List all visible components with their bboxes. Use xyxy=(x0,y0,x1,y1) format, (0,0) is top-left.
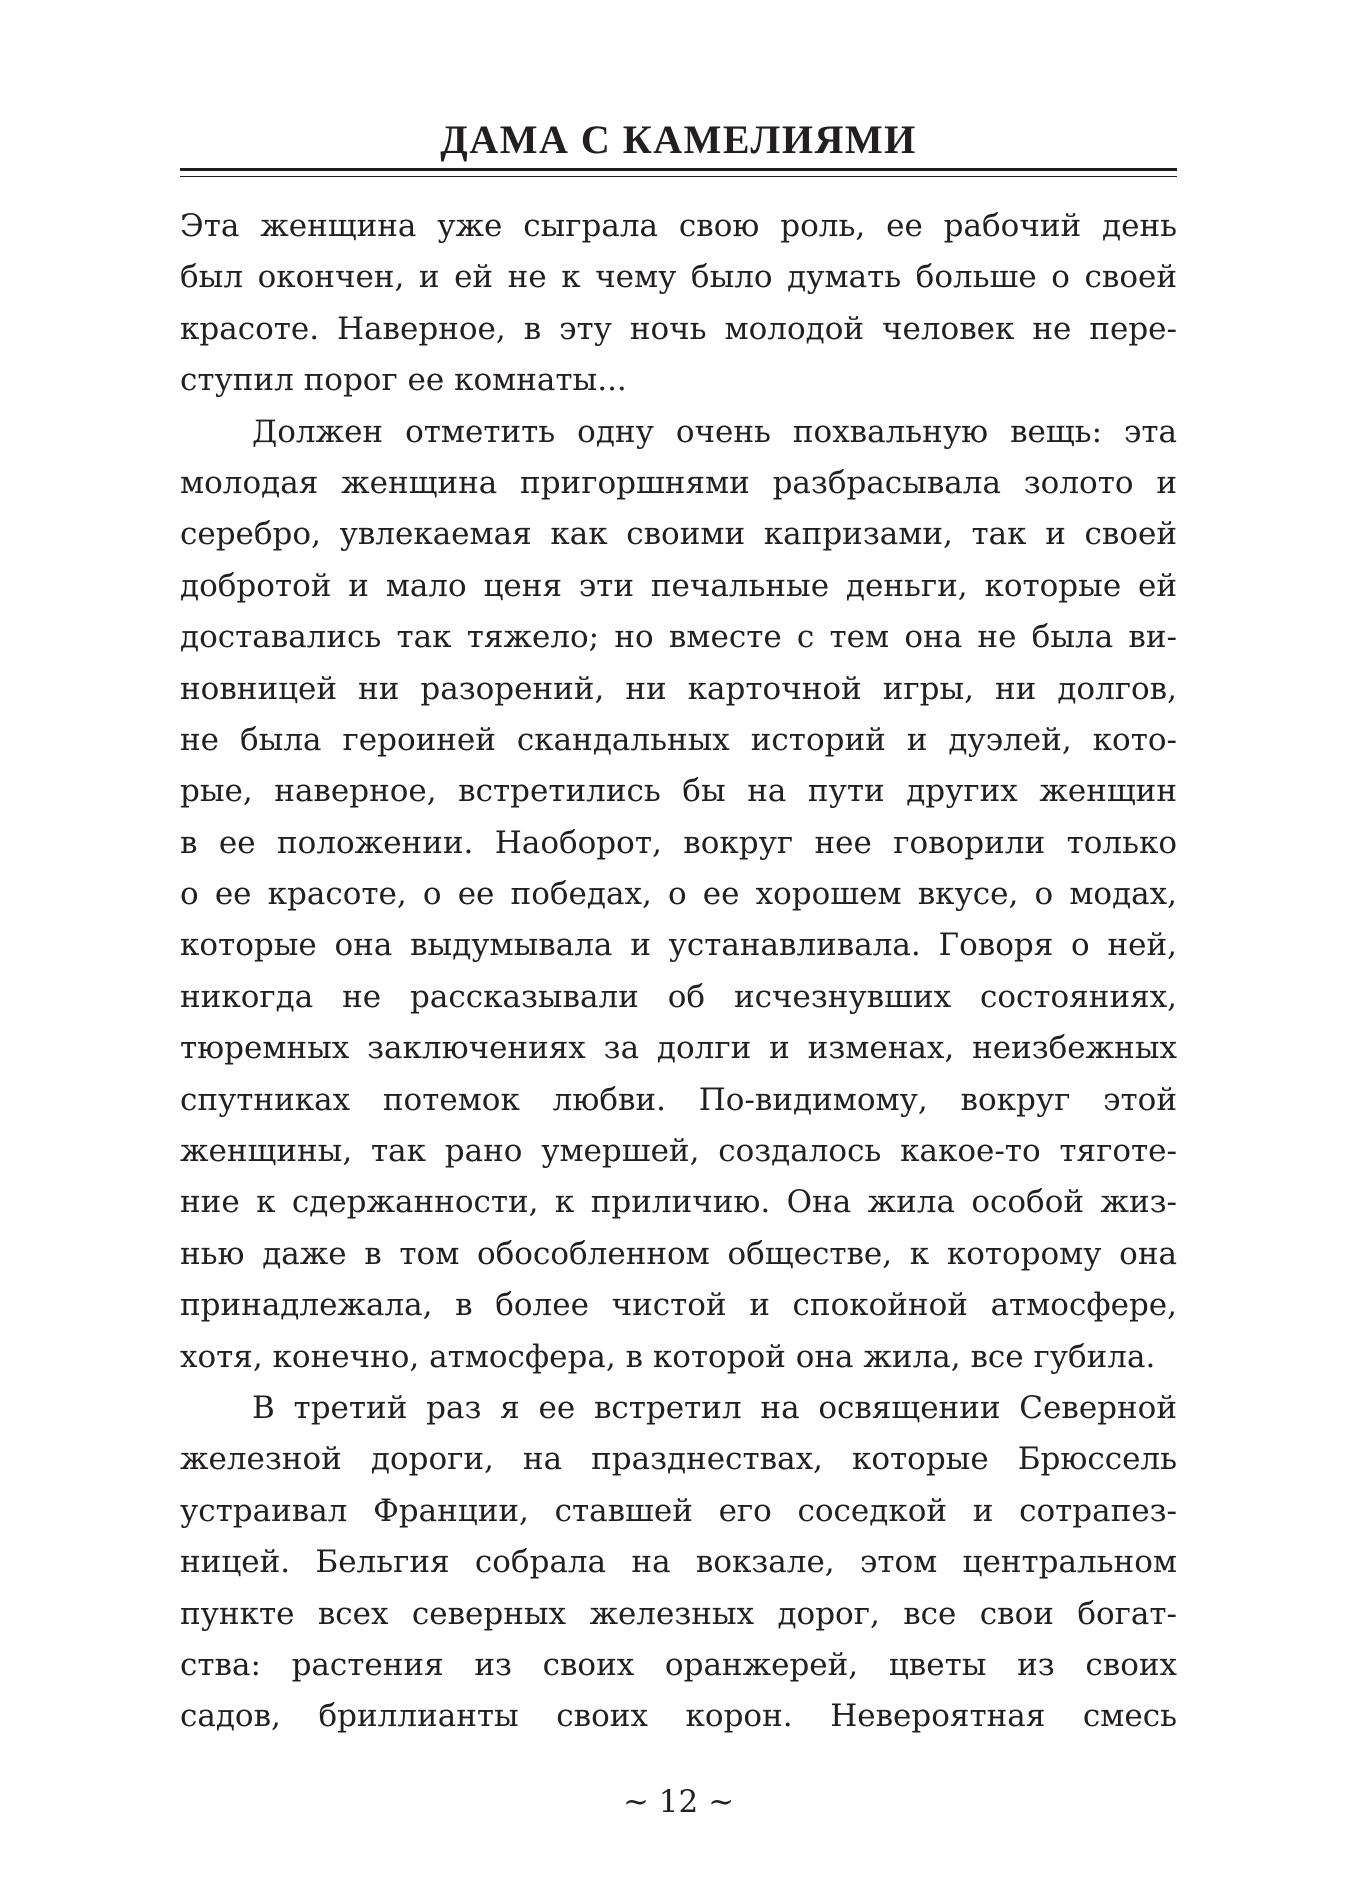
page-number: ~ 12 ~ xyxy=(622,1784,735,1820)
text-line: хотя, конечно, атмосфера, в которой она жила, все губила. xyxy=(180,1338,1156,1375)
text-line: пункте всех северных железных дорог, все свои богат- xyxy=(180,1595,1177,1632)
header-rule-thin xyxy=(180,176,1177,177)
text-line: ступил порог ее комнаты... xyxy=(180,362,627,399)
text-line: которые она выдумывала и устанавливала. Говоря о ней, xyxy=(180,927,1177,964)
text-line: железной дороги, на празднествах, которые Брюссель xyxy=(180,1441,1177,1478)
text-line: устраивал Франции, ставшей его соседкой и сотрапез- xyxy=(180,1492,1177,1529)
text-line: никогда не рассказывали об исчезнувших состояниях, xyxy=(180,978,1177,1015)
text-line: был окончен, и ей не к чему было думать больше о своей xyxy=(180,259,1177,296)
text-line: Должен отметить одну очень похвальную вещь: эта xyxy=(252,413,1177,450)
book-page xyxy=(180,0,1177,1891)
body-text xyxy=(180,201,1177,1743)
text-line: принадлежала, в более чистой и спокойной атмосфере, xyxy=(180,1287,1177,1324)
text-line: молодая женщина пригоршнями разбрасывала золото и xyxy=(180,464,1177,501)
text-line: рые, наверное, встретились бы на пути других женщин xyxy=(180,773,1177,810)
text-line: ние к сдержанности, к приличию. Она жила особой жиз- xyxy=(180,1184,1177,1221)
text-line: в ее положении. Наоборот, вокруг нее говорили только xyxy=(180,824,1177,861)
text-line: добротой и мало ценя эти печальные деньги, которые ей xyxy=(180,567,1177,604)
text-line: ства: растения из своих оранжерей, цветы из своих xyxy=(180,1646,1177,1683)
text-line: серебро, увлекаемая как своими капризами, так и своей xyxy=(180,516,1177,553)
text-line: ницей. Бельгия собрала на вокзале, этом центральном xyxy=(180,1544,1177,1581)
text-line: доставались так тяжело; но вместе с тем она не была ви- xyxy=(180,619,1177,656)
text-line: нью даже в том обособленном обществе, к которому она xyxy=(180,1235,1177,1272)
running-title: ДАМА С КАМЕЛИЯМИ xyxy=(440,117,917,162)
text-line: тюремных заключениях за долги и изменах, неизбежных xyxy=(180,1030,1177,1067)
text-line: не была героиней скандальных историй и дуэлей, кото- xyxy=(180,721,1177,758)
header-rule-thick xyxy=(180,168,1177,171)
text-line: красоте. Наверное, в эту ночь молодой человек не пере- xyxy=(180,310,1177,347)
text-line: садов, бриллианты своих корон. Невероятная смесь xyxy=(180,1698,1177,1735)
text-line: В третий раз я ее встретил на освящении Северной xyxy=(252,1389,1177,1426)
text-line: новницей ни разорений, ни карточной игры, ни долгов, xyxy=(180,670,1177,707)
text-line: Эта женщина уже сыграла свою роль, ее рабочий день xyxy=(180,208,1177,244)
text-line: спутниках потемок любви. По-видимому, вокруг этой xyxy=(180,1081,1177,1118)
text-line: женщины, так рано умершей, создалось какое-то тяготе- xyxy=(180,1133,1177,1170)
text-line: о ее красоте, о ее победах, о ее хорошем вкусе, о модах, xyxy=(180,876,1177,913)
